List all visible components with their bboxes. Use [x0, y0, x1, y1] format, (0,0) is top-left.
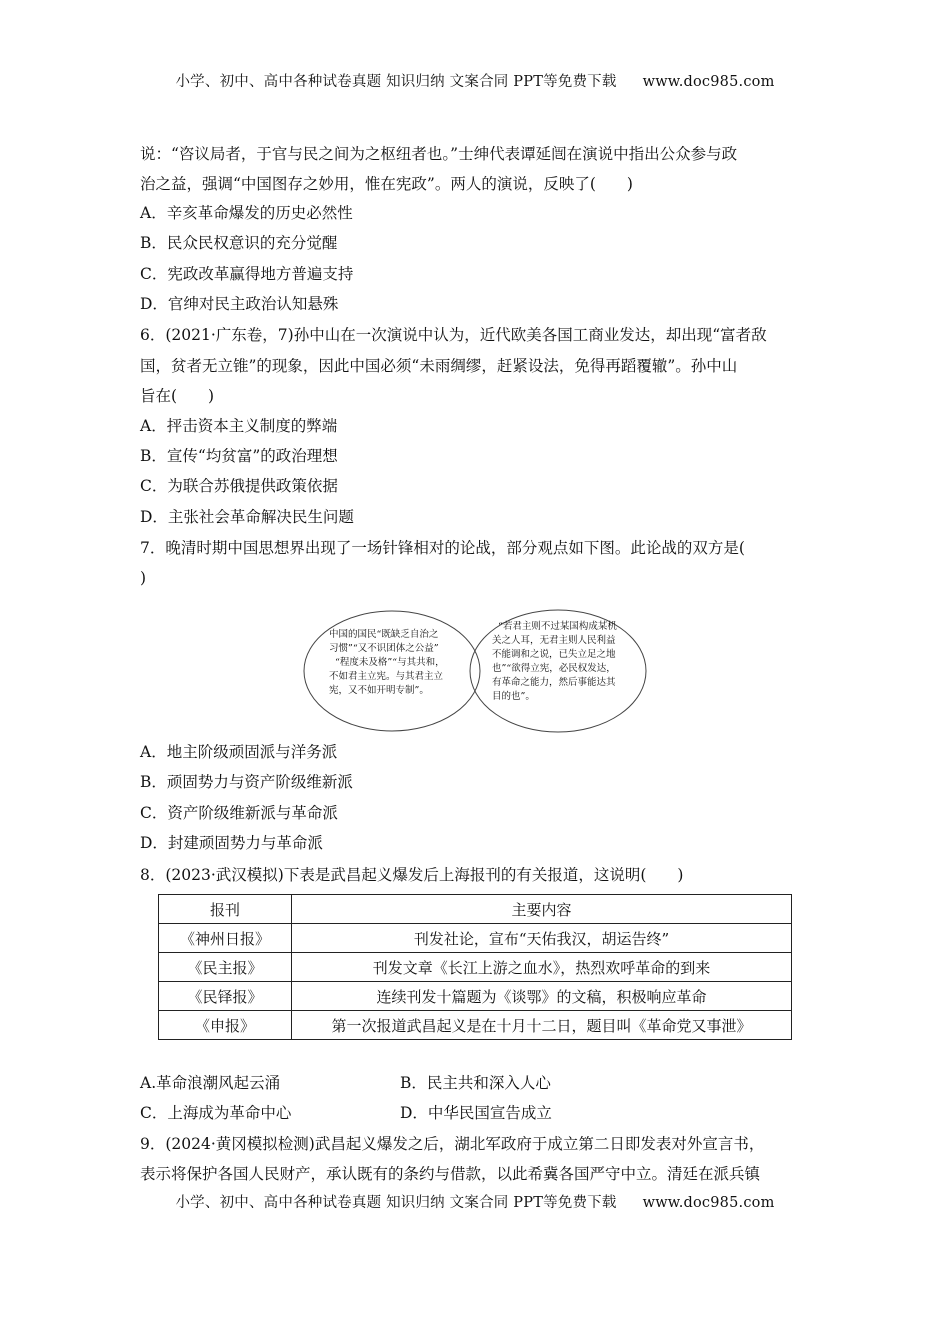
right-bubble-line: 不能调和之说，已失立足之地 — [492, 649, 616, 660]
header-site: www.doc985.com — [642, 74, 775, 90]
q7-line-1: 7．晚清时期中国思想界出现了一场针锋相对的论战，部分观点如下图。此论战的双方是( — [140, 539, 745, 557]
debate-diagram — [302, 608, 648, 734]
page-footer — [0, 1191, 950, 1212]
q6-option-d: D．主张社会革命解决民生问题 — [140, 508, 354, 526]
left-bubble-line: “程度未及格”“与其共和， — [335, 657, 445, 668]
left-bubble-line: 习惯”“又不识团体之公益” — [329, 643, 439, 654]
table-cell-content: 连续刊发十篇题为《谈鄂》的文稿，积极响应革命 — [292, 982, 792, 1011]
q9-line-2: 表示将保护各国人民财产，承认既有的条约与借款，以此希冀各国严守中立。清廷在派兵镇 — [140, 1165, 761, 1183]
right-bubble-line: 关之人耳，无君主则人民利益 — [492, 635, 616, 646]
q5-line-1: 说：“咨议局者，于官与民之间为之枢纽者也。”士绅代表谭延闿在演说中指出公众参与政 — [140, 145, 738, 163]
newspaper-table — [158, 894, 792, 1040]
q8-option-d: D．中华民国宣告成立 — [400, 1104, 552, 1122]
q8-option-c: C．上海成为革命中心 — [140, 1104, 292, 1122]
q5-option-b: B．民众民权意识的充分觉醒 — [140, 234, 338, 252]
table-row — [159, 982, 792, 1011]
table-cell-newspaper: 《申报》 — [159, 1011, 292, 1040]
q6-line-1: 6．(2021·广东卷，7)孙中山在一次演说中认为，近代欧美各国工商业发达，却出现“富者敌 — [140, 326, 767, 344]
q6-option-b: B．宣传“均贫富”的政治理想 — [140, 447, 338, 465]
table-row — [159, 1011, 792, 1040]
footer-text: 小学、初中、高中各种试卷真题 知识归纳 文案合同 PPT等免费下载 — [175, 1195, 617, 1211]
table-cell-content: 刊发文章《长江上游之血水》，热烈欢呼革命的到来 — [292, 953, 792, 982]
left-bubble-line: 宪，又不如开明专制”。 — [329, 685, 429, 696]
footer-site: www.doc985.com — [642, 1195, 775, 1211]
table-cell-content: 刊发社论，宣布“天佑我汉，胡运告终” — [292, 924, 792, 953]
right-bubble-line: 也”“欲得立宪，必民权发达， — [492, 663, 616, 674]
q6-line-3: 旨在( ) — [140, 387, 215, 405]
q6-option-a: A．抨击资本主义制度的弊端 — [140, 417, 338, 435]
left-bubble-line: 中国的国民“既缺乏自治之 — [329, 629, 439, 640]
right-bubble-line: 目的也”。 — [492, 691, 535, 702]
q6-option-c: C．为联合苏俄提供政策依据 — [140, 477, 338, 495]
left-bubble-text — [329, 628, 445, 698]
q8-line-1: 8．(2023·武汉模拟)下表是武昌起义爆发后上海报刊的有关报道，这说明( ) — [140, 866, 684, 884]
q9-line-1: 9．(2024·黄冈模拟检测)武昌起义爆发之后，湖北军政府于成立第二日即发表对外宣言书， — [140, 1135, 765, 1153]
table-cell-content: 第一次报道武昌起义是在十月十二日，题目叫《革命党又事泄》 — [292, 1011, 792, 1040]
right-bubble-line: 有革命之能力，然后事能达其 — [492, 677, 616, 688]
table-cell-newspaper: 《神州日报》 — [159, 924, 292, 953]
q6-line-2: 国，贫者无立锥”的现象，因此中国必须“未雨绸缪，赶紧设法，免得再蹈覆辙”。孙中山 — [140, 357, 738, 375]
q5-option-d: D．官绅对民主政治认知悬殊 — [140, 295, 339, 313]
left-bubble-line: 不如君主立宪。与其君主立 — [329, 671, 444, 682]
q7-option-c: C．资产阶级维新派与革命派 — [140, 804, 338, 822]
table-row — [159, 924, 792, 953]
q5-option-c: C．宪政改革赢得地方普遍支持 — [140, 265, 354, 283]
header-text: 小学、初中、高中各种试卷真题 知识归纳 文案合同 PPT等免费下载 — [175, 74, 617, 90]
q7-option-a: A．地主阶级顽固派与洋务派 — [140, 743, 338, 761]
right-bubble-text — [492, 620, 617, 704]
q7-option-b: B．顽固势力与资产阶级维新派 — [140, 773, 353, 791]
q7-line-2: ) — [140, 569, 147, 587]
q5-line-2: 治之益，强调“中国图存之妙用，惟在宪政”。两人的演说，反映了( ) — [140, 175, 633, 193]
q5-option-a: A．辛亥革命爆发的历史必然性 — [140, 204, 353, 222]
table-header-content: 主要内容 — [292, 895, 792, 924]
q8-option-a: A.革命浪潮风起云涌 — [140, 1074, 281, 1092]
right-bubble-line: “若君主则不过某国构成某机 — [498, 621, 617, 632]
table-cell-newspaper: 《民铎报》 — [159, 982, 292, 1011]
table-header-newspaper: 报刊 — [159, 895, 292, 924]
table-header-row — [159, 895, 792, 924]
q8-option-b: B．民主共和深入人心 — [400, 1074, 551, 1092]
table-row — [159, 953, 792, 982]
table-cell-newspaper: 《民主报》 — [159, 953, 292, 982]
page-header — [0, 70, 950, 91]
q7-option-d: D．封建顽固势力与革命派 — [140, 834, 323, 852]
